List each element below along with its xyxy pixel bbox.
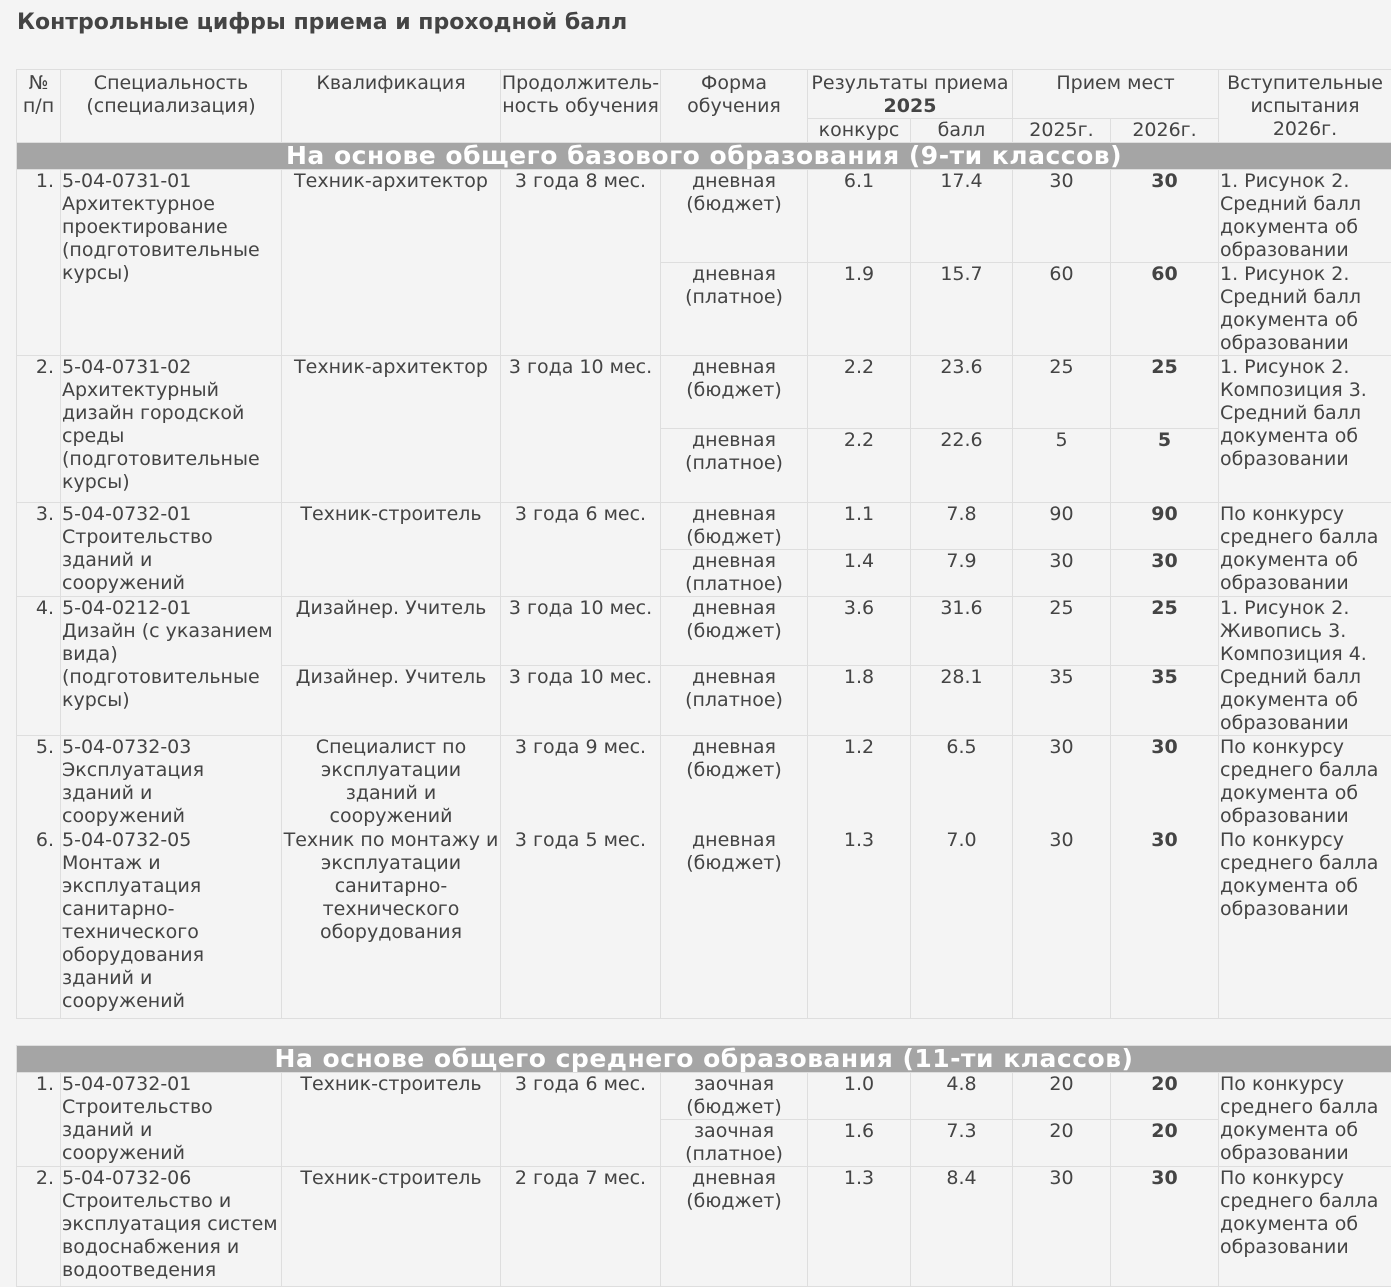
row-2025: 25 — [1013, 356, 1111, 429]
row-form: дневная (бюджет) — [661, 356, 808, 429]
row-contest: 1.4 — [808, 550, 911, 597]
specialty-code: 5-04-0731-02 — [62, 356, 191, 378]
header-exams: Вступительные испытания 2026г. — [1219, 70, 1391, 143]
specialty-code: 5-04-0731-01 — [62, 170, 191, 192]
specialty-code: 5-04-0732-06 — [62, 1167, 191, 1189]
header-duration: Продолжитель-ность обучения — [501, 70, 661, 143]
row-2026: 30 — [1111, 829, 1219, 1019]
row-form: дневная (платное) — [661, 429, 808, 503]
row-contest: 1.8 — [808, 666, 911, 736]
header-num: № п/п — [17, 70, 61, 143]
row-qualification: Дизайнер. Учитель — [282, 666, 501, 736]
header-specialty: Специальность (специализация) — [61, 70, 282, 143]
row-duration: 3 года 10 мес. — [501, 597, 661, 666]
admission-table — [16, 69, 1391, 1287]
row-2025: 25 — [1013, 597, 1111, 666]
row-score: 31.6 — [911, 597, 1013, 666]
row-num: 2. — [17, 1167, 61, 1287]
row-form: дневная (бюджет) — [661, 597, 808, 666]
row-duration: 3 года 6 мес. — [501, 503, 661, 597]
row-score: 6.5 — [911, 736, 1013, 829]
row-score: 17.4 — [911, 170, 1013, 263]
page-title: Контрольные цифры приема и проходной балл — [17, 10, 627, 35]
row-score: 15.7 — [911, 263, 1013, 356]
row-2026: 90 — [1111, 503, 1219, 550]
row-score: 7.0 — [911, 829, 1013, 1019]
row-num: 4. — [17, 597, 61, 736]
row-num: 3. — [17, 503, 61, 597]
row-duration: 2 года 7 мес. — [501, 1167, 661, 1287]
row-exams: По конкурсу среднего балла документа об образовании — [1219, 736, 1391, 829]
row-2025: 60 — [1013, 263, 1111, 356]
specialty-code: 5-04-0732-03 — [62, 736, 191, 758]
row-form: дневная (бюджет) — [661, 170, 808, 263]
row-exams: 1. Рисунок 2. Живопись 3. Композиция 4. Средний балл документа об образовании — [1219, 597, 1391, 736]
row-contest: 1.6 — [808, 1120, 911, 1167]
row-exams: По конкурсу среднего балла документа об образовании — [1219, 503, 1391, 597]
row-qualification: Специалист по эксплуатации зданий и сооружений — [282, 736, 501, 829]
row-duration: 3 года 5 мес. — [501, 829, 661, 1019]
table-row — [17, 1073, 1391, 1120]
section-title: На основе общего базового образования (9-ти классов) — [17, 143, 1391, 170]
row-num: 6. — [17, 829, 61, 1019]
header-2026: 2026г. — [1111, 119, 1219, 143]
row-form: дневная (бюджет) — [661, 503, 808, 550]
row-2025: 35 — [1013, 666, 1111, 736]
specialty-name: Дизайн (с указанием вида) (подготовительные курсы) — [62, 620, 273, 711]
row-contest: 6.1 — [808, 170, 911, 263]
row-2025: 30 — [1013, 1167, 1111, 1287]
row-num: 1. — [17, 170, 61, 356]
row-2025: 30 — [1013, 829, 1111, 1019]
row-qualification: Техник-строитель — [282, 1073, 501, 1167]
header-places: Прием мест — [1013, 70, 1219, 119]
row-num: 2. — [17, 356, 61, 503]
table-row — [17, 170, 1391, 263]
specialty-name: Архитектурное проектирование (подготовительные курсы) — [62, 193, 260, 284]
header-results-year: 2025 — [884, 95, 937, 117]
row-duration: 3 года 8 мес. — [501, 170, 661, 356]
section-title: На основе общего среднего образования (11-ти классов) — [17, 1046, 1391, 1073]
row-qualification: Техник-строитель — [282, 503, 501, 597]
header-qualification: Квалификация — [282, 70, 501, 143]
table-row — [17, 1167, 1391, 1287]
row-duration: 3 года 6 мес. — [501, 1073, 661, 1167]
specialty-name: Архитектурный дизайн городской среды (подготовительные курсы) — [62, 379, 260, 493]
row-contest: 1.2 — [808, 736, 911, 829]
specialty-code: 5-04-0732-01 — [62, 503, 191, 525]
table-row — [17, 503, 1391, 550]
header-results — [808, 70, 1013, 119]
row-exams: 1. Рисунок 2. Композиция 3. Средний балл документа об образовании — [1219, 356, 1391, 503]
row-score: 23.6 — [911, 356, 1013, 429]
row-qualification: Техник-архитектор — [282, 170, 501, 356]
row-score: 8.4 — [911, 1167, 1013, 1287]
specialty-code: 5-04-0732-01 — [62, 1073, 191, 1095]
header-contest: конкурс — [808, 119, 911, 143]
row-contest: 1.1 — [808, 503, 911, 550]
table-row — [17, 736, 1391, 829]
row-score: 28.1 — [911, 666, 1013, 736]
row-specialty — [61, 736, 282, 829]
row-2025: 30 — [1013, 550, 1111, 597]
row-exams: По конкурсу среднего балла документа об образовании — [1219, 1167, 1391, 1287]
row-contest: 2.2 — [808, 429, 911, 503]
row-score: 7.8 — [911, 503, 1013, 550]
row-duration: 3 года 10 мес. — [501, 356, 661, 503]
row-exams: По конкурсу среднего балла документа об образовании — [1219, 829, 1391, 1019]
row-contest: 1.3 — [808, 829, 911, 1019]
row-form: дневная (бюджет) — [661, 829, 808, 1019]
row-exams: 1. Рисунок 2. Средний балл документа об образовании — [1219, 263, 1391, 356]
row-form: дневная (платное) — [661, 263, 808, 356]
row-specialty — [61, 170, 282, 356]
row-duration: 3 года 9 мес. — [501, 736, 661, 829]
section-band — [17, 143, 1391, 170]
header-2025: 2025г. — [1013, 119, 1111, 143]
header-form: Форма обучения — [661, 70, 808, 143]
specialty-code: 5-04-0732-05 — [62, 829, 191, 851]
row-2026: 5 — [1111, 429, 1219, 503]
row-form: дневная (платное) — [661, 550, 808, 597]
table-row — [17, 597, 1391, 666]
row-2026: 25 — [1111, 597, 1219, 666]
row-form: заочная (бюджет) — [661, 1073, 808, 1120]
specialty-name: Строительство зданий и сооружений — [62, 1096, 213, 1164]
row-2026: 60 — [1111, 263, 1219, 356]
table-row — [17, 829, 1391, 1019]
row-2025: 30 — [1013, 170, 1111, 263]
specialty-name: Строительство и эксплуатация систем водоснабжения и водоотведения — [62, 1190, 278, 1281]
row-specialty — [61, 1073, 282, 1167]
row-2025: 20 — [1013, 1120, 1111, 1167]
row-qualification: Техник-строитель — [282, 1167, 501, 1287]
header-score: балл — [911, 119, 1013, 143]
row-2026: 25 — [1111, 356, 1219, 429]
row-form: заочная (платное) — [661, 1120, 808, 1167]
row-form: дневная (бюджет) — [661, 1167, 808, 1287]
row-form: дневная (бюджет) — [661, 736, 808, 829]
specialty-code: 5-04-0212-01 — [62, 597, 191, 619]
specialty-name: Эксплуатация зданий и сооружений — [62, 759, 204, 827]
table-row — [17, 356, 1391, 429]
row-2026: 35 — [1111, 666, 1219, 736]
row-2026: 30 — [1111, 170, 1219, 263]
row-specialty — [61, 1167, 282, 1287]
row-2026: 30 — [1111, 1167, 1219, 1287]
row-contest: 2.2 — [808, 356, 911, 429]
row-2026: 20 — [1111, 1120, 1219, 1167]
row-specialty — [61, 356, 282, 503]
header-results-label: Результаты приема — [811, 72, 1008, 94]
specialty-name: Монтаж и эксплуатация санитарно-технического оборудования зданий и сооружений — [62, 852, 204, 1012]
specialty-name: Строительство зданий и сооружений — [62, 526, 213, 594]
row-contest: 3.6 — [808, 597, 911, 666]
row-contest: 1.9 — [808, 263, 911, 356]
row-score: 7.3 — [911, 1120, 1013, 1167]
row-specialty — [61, 829, 282, 1019]
row-contest: 1.3 — [808, 1167, 911, 1287]
row-form: дневная (платное) — [661, 666, 808, 736]
row-2025: 5 — [1013, 429, 1111, 503]
row-qualification: Техник по монтажу и эксплуатации санитарно-технического оборудования — [282, 829, 501, 1019]
row-contest: 1.0 — [808, 1073, 911, 1120]
row-duration: 3 года 10 мес. — [501, 666, 661, 736]
row-qualification: Техник-архитектор — [282, 356, 501, 503]
row-score: 22.6 — [911, 429, 1013, 503]
section-band — [17, 1046, 1391, 1073]
row-2026: 30 — [1111, 736, 1219, 829]
table-spacer — [17, 1019, 1391, 1046]
row-2025: 30 — [1013, 736, 1111, 829]
row-specialty — [61, 597, 282, 736]
row-num: 5. — [17, 736, 61, 829]
row-2026: 30 — [1111, 550, 1219, 597]
row-num: 1. — [17, 1073, 61, 1167]
row-2025: 20 — [1013, 1073, 1111, 1120]
row-2025: 90 — [1013, 503, 1111, 550]
row-score: 4.8 — [911, 1073, 1013, 1120]
row-2026: 20 — [1111, 1073, 1219, 1120]
row-score: 7.9 — [911, 550, 1013, 597]
row-qualification: Дизайнер. Учитель — [282, 597, 501, 666]
row-exams: По конкурсу среднего балла документа об образовании — [1219, 1073, 1391, 1167]
row-exams: 1. Рисунок 2. Средний балл документа об образовании — [1219, 170, 1391, 263]
row-specialty — [61, 503, 282, 597]
